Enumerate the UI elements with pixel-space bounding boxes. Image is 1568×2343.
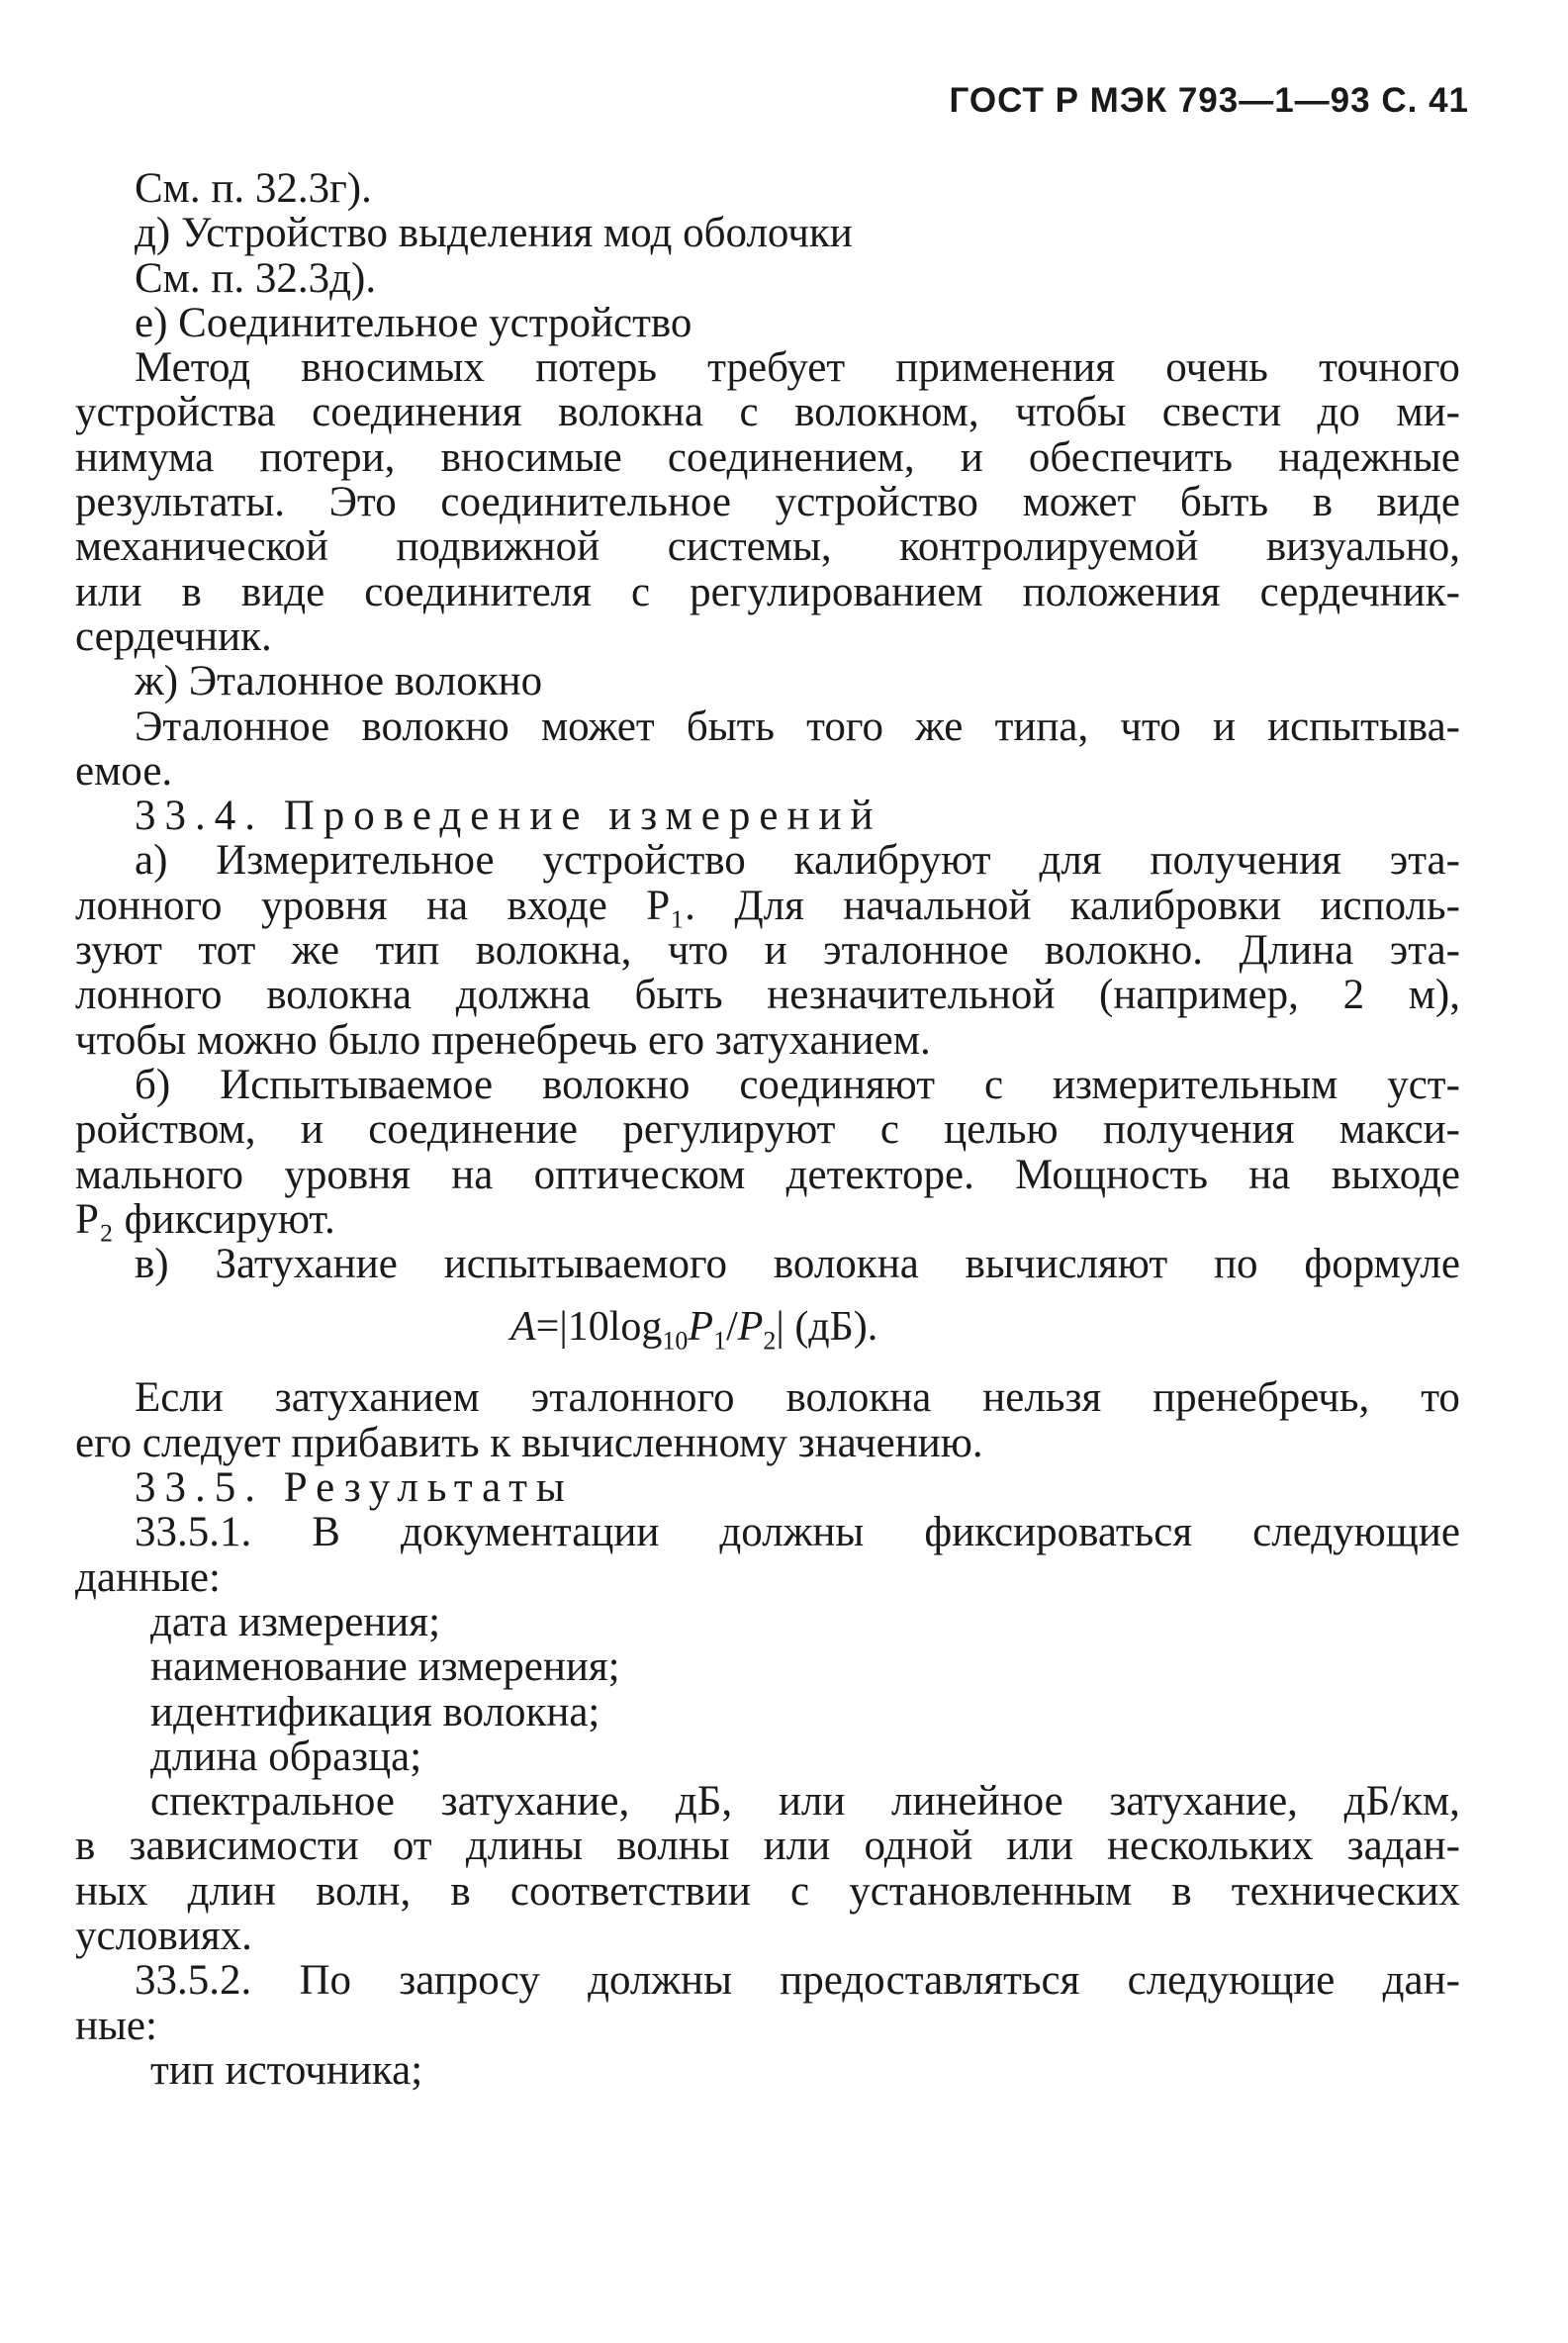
text-line: См. п. 32.3д).	[135, 254, 377, 302]
text-line: емое.	[75, 747, 173, 795]
text-line: Эталонное волокно может быть того же типа, что и испытыва-	[135, 703, 1460, 750]
formula-sub2: 2	[763, 1326, 777, 1356]
text-line: а) Измерительное устройство калибруют для получения эта-	[135, 837, 1460, 885]
text-line: наименование измерения;	[150, 1643, 620, 1691]
formula-sub10: 10	[662, 1326, 689, 1356]
text-line: Метод вносимых потерь требует применения очень точного	[135, 344, 1460, 392]
text-line: Если затуханием эталонного волокна нельзя пренебречь, то	[135, 1374, 1460, 1422]
text-line: ж) Эталонное волокно	[135, 658, 543, 705]
text-line: нимума потери, вносимые соединением, и обеспечить надежные	[75, 433, 1460, 481]
attenuation-formula	[75, 1286, 1460, 1375]
text-line: 33.4. Проведение измерений	[135, 793, 882, 840]
text-line: данные:	[75, 1553, 221, 1601]
text-line: механической подвижной системы, контролируемой визуально,	[75, 523, 1460, 571]
text-line: д) Устройство выделения мод оболочки	[135, 210, 853, 257]
text-line: длина образца;	[150, 1733, 422, 1780]
text-line: сердечник.	[75, 612, 272, 660]
text-block-2	[75, 1375, 1460, 2093]
text-line: 33.5. Результаты	[135, 1464, 574, 1512]
formula-eq: =|10log	[535, 1304, 663, 1351]
text-line: лонного уровня на входе P₁. Для начальной калибровки исполь-	[75, 882, 1460, 929]
text-line: условиях.	[75, 1912, 252, 1959]
formula-unit: | (дБ).	[776, 1304, 878, 1351]
text-line: 33.5.1. В документации должны фиксироваться следующие	[135, 1509, 1460, 1556]
text-line: ных длин волн, в соответствии с установленным в технических	[75, 1867, 1460, 1915]
text-line: тип источника;	[150, 2046, 423, 2094]
text-line: ройством, и соединение регулируют с целью получения макси-	[75, 1106, 1460, 1154]
text-line: лонного волокна должна быть незначительной (например, 2 м),	[75, 972, 1460, 1019]
body-text	[75, 166, 1460, 2093]
text-line: зуют тот же тип волокна, что и эталонное волокно. Длина эта-	[75, 927, 1460, 975]
text-line: результаты. Это соединительное устройство может быть в виде	[75, 479, 1460, 526]
text-line: чтобы можно было пренебречь его затуханием.	[75, 1016, 931, 1064]
text-line: в зависимости от длины волны или одной или нескольких задан-	[75, 1823, 1460, 1870]
text-line: 33.5.2. По запросу должны предоставляться следующие дан-	[135, 1957, 1460, 2005]
text-line: в) Затухание испытываемого волокна вычисляют по формуле	[135, 1241, 1460, 1288]
text-line: дата измерения;	[150, 1598, 441, 1645]
text-line: е) Соединительное устройство	[135, 299, 692, 346]
page-header: ГОСТ Р МЭК 793—1—93 С. 41	[949, 81, 1469, 120]
text-line: P₂ фиксируют.	[75, 1195, 335, 1243]
formula-slash: /	[726, 1304, 738, 1351]
formula-sub1: 1	[713, 1326, 727, 1356]
formula-A: A	[510, 1304, 536, 1351]
text-line: ные:	[75, 2002, 157, 2049]
formula-P2: P	[737, 1304, 764, 1351]
text-line: мального уровня на оптическом детекторе. Мощность на выходе	[75, 1151, 1460, 1198]
text-line: идентификация волокна;	[150, 1688, 600, 1735]
text-line: его следует прибавить к вычисленному значению.	[75, 1419, 983, 1466]
text-block-1	[75, 166, 1460, 1286]
text-line: устройства соединения волокна с волокном, чтобы свести до ми-	[75, 389, 1460, 436]
formula-P1: P	[688, 1304, 714, 1351]
text-line: спектральное затухание, дБ, или линейное затухание, дБ/км,	[150, 1778, 1460, 1826]
text-line: б) Испытываемое волокно соединяют с измерительным уст-	[135, 1061, 1460, 1108]
text-line: См. п. 32.3г).	[135, 165, 372, 212]
text-line: или в виде соединителя с регулированием положения сердечник-	[75, 568, 1460, 615]
